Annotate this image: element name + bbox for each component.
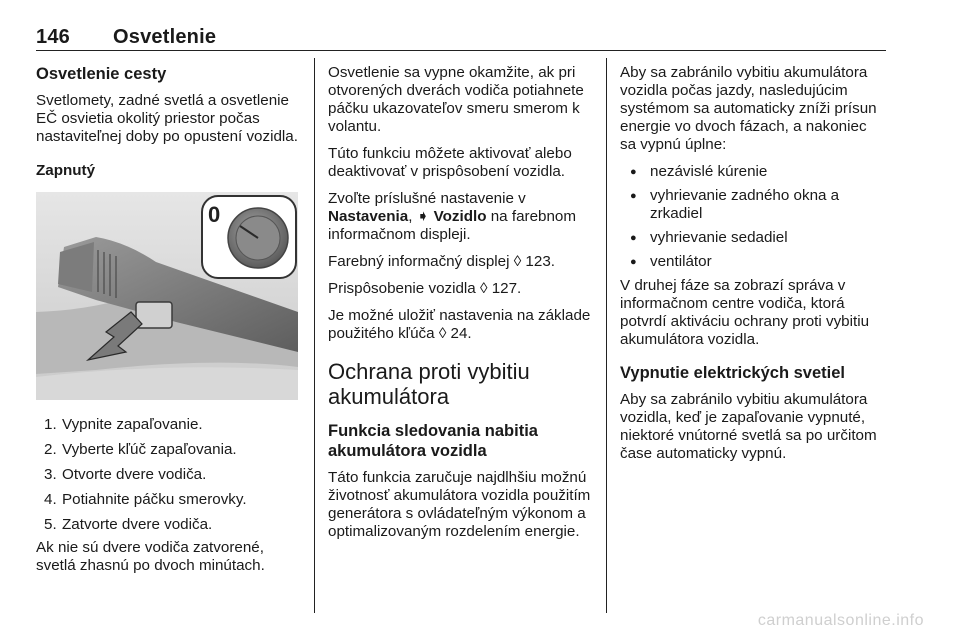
page-title: Osvetlenie	[113, 26, 217, 48]
watermark: carmanualsonline.info	[757, 612, 924, 629]
list-item: 3. Otvorte dvere vodiča.	[44, 466, 207, 483]
paragraph: Je možné uložiť nastavenia na základe použitého kľúča ◊ 24.	[328, 307, 591, 342]
column-divider-1	[314, 58, 315, 613]
section-heading-road-lighting: Osvetlenie cesty	[36, 65, 167, 83]
paragraph: Táto funkcia zaručuje najdlhšiu možnú životnosť akumulátora vozidla použitím generátora s ovládateľným výkonom a optimalizovaným rozdelením energie.	[328, 469, 591, 540]
steps-list	[36, 416, 300, 534]
list-item: 4. Potiahnite páčku smerovky.	[44, 491, 247, 508]
list-item: ● vyhrievanie zadného okna a zrkadiel	[620, 187, 886, 223]
paragraph: Túto funkciu môžete aktivovať alebo deaktivovať v prispôsobení vozidla.	[328, 145, 572, 180]
subheading-battery-monitoring: Funkcia sledovania nabitia akumulátora vozidla	[328, 422, 538, 460]
list-item: ● vyhrievanie sedadiel	[620, 229, 886, 247]
page-header	[36, 22, 886, 50]
section-heading-battery-protection: Ochrana proti vybitiu akumulátora	[328, 359, 530, 409]
paragraph: Osvetlenie sa vypne okamžite, ak pri otvorených dverách vodiča potiahnete páčku ukazovateľov smeru smerom k volantu.	[328, 64, 584, 135]
list-item: ● nezávislé kúrenie	[620, 163, 886, 181]
column-divider-2	[606, 58, 607, 613]
list-item: 1. Vypnite zapaľovanie.	[44, 416, 203, 433]
header-rule	[36, 50, 886, 51]
closing-paragraph: Ak nie sú dvere vodiča zatvorené, svetlá zhasnú po dvoch minútach.	[36, 539, 265, 574]
column-1	[36, 64, 300, 584]
paragraph-settings-path: Zvoľte príslušné nastavenie v Nastavenia, ➧ Vozidlo na farebnom informačnom displeji.	[328, 190, 577, 243]
reference-vehicle-personalisation: Prispôsobenie vozidla ◊ 127.	[328, 280, 522, 297]
systems-list	[620, 163, 886, 271]
ignition-position-label: 0	[208, 202, 221, 227]
list-item: ● ventilátor	[620, 253, 886, 271]
list-item: 2. Vyberte kľúč zapaľovania.	[44, 441, 237, 458]
intro-paragraph: Svetlomety, zadné svetlá a osvetlenie EČ osvietia okolitý priestor počas nastaviteľnej doby po opustení vozidla.	[36, 92, 298, 145]
menu-arrow-icon: ➧	[416, 208, 430, 225]
page-number: 146	[36, 26, 70, 48]
paragraph: Aby sa zabránilo vybitiu akumulátora vozidla, keď je zapaľovanie vypnuté, niektoré vnútorné svetlá sa po určitom čase automaticky vypnú.	[620, 391, 877, 462]
column-3	[620, 64, 886, 472]
paragraph: Aby sa zabránilo vybitiu akumulátora vozidla počas jazdy, nasledujúcim systémom sa automaticky zníži prísun energie vo dvoch fázach, a nakoniec sa vypnú úplne:	[620, 64, 877, 153]
section-heading-light-switch-off: Vypnutie elektrických svetiel	[620, 364, 845, 382]
menu-name-vehicle: Vozidlo	[433, 208, 487, 225]
subheading-on: Zapnutý	[36, 162, 96, 179]
reference-color-display: Farebný informačný displej ◊ 123.	[328, 253, 555, 270]
menu-name-settings: Nastavenia	[328, 208, 409, 225]
paragraph: V druhej fáze sa zobrazí správa v informačnom centre vodiča, ktorá potvrdí aktiváciu ochrany proti vybitiu akumulátora vozidla.	[620, 277, 870, 348]
column-2	[328, 64, 594, 550]
list-item: 5. Zatvorte dvere vodiča.	[44, 516, 213, 533]
turn-signal-lever-illustration	[36, 192, 298, 400]
